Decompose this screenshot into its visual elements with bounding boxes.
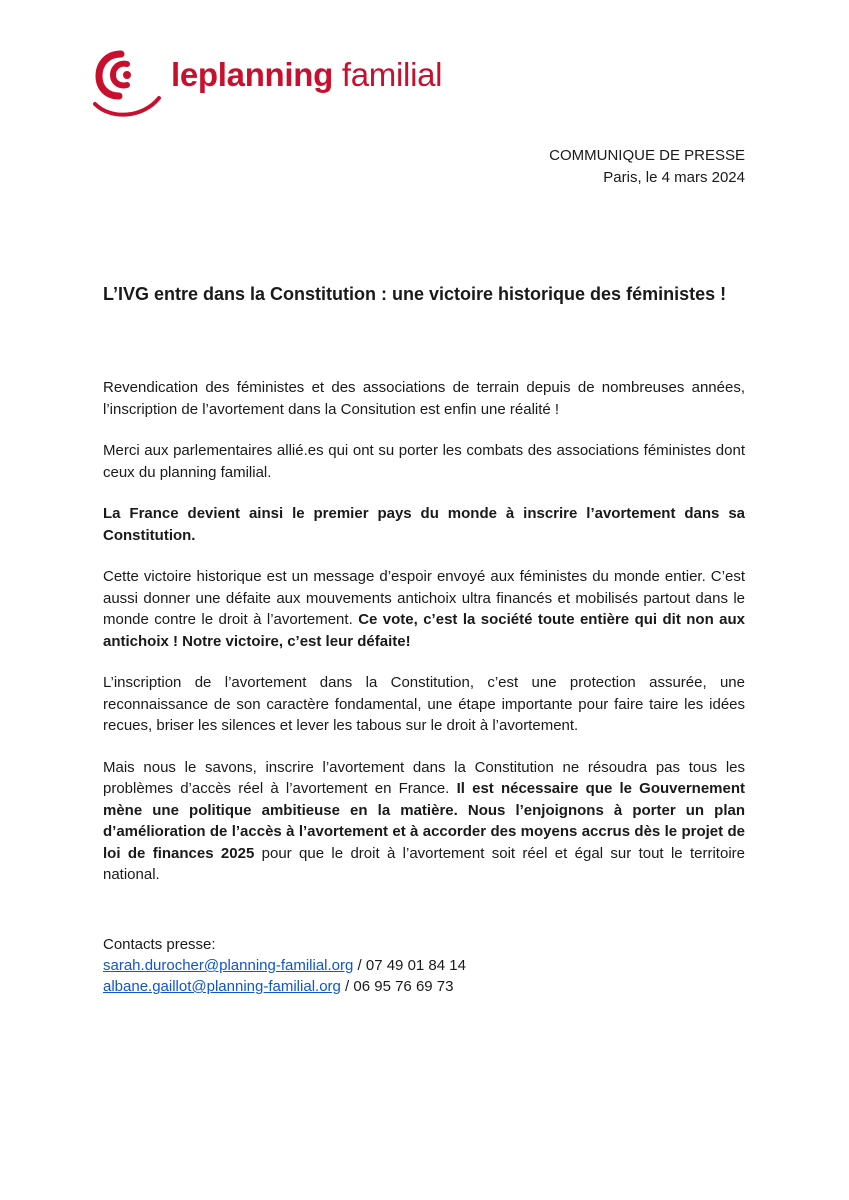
contact-phone: / 07 49 01 84 14	[357, 957, 466, 974]
contact-phone: / 06 95 76 69 73	[345, 978, 454, 995]
press-header	[549, 145, 745, 189]
paragraph-4-bold: Ce vote, c’est la société toute entière qui dit non aux antichoix ! Notre victoire, c’est leur défaite!	[103, 611, 745, 650]
paragraph-1: Revendication des féministes et des associations de terrain depuis de nombreuses années, l’inscription de l’avortement dans la Consitution est enfin une réalité !	[103, 379, 745, 418]
paragraph-3	[103, 503, 745, 546]
paragraph-4	[103, 566, 745, 652]
paragraph-6-text: Mais nous le savons, inscrire l’avortement dans la Constitution ne résoudra pas tous les problèmes d’accès réel à l’avortement en France.	[103, 758, 745, 797]
document-date: Paris, le 4 mars 2024	[603, 169, 745, 186]
paragraph-5: L’inscription de l’avortement dans la Constitution, c’est une protection assurée, une reconnaissance de son caractère fondamental, une étape importante pour faire taire les idées recues, briser les silences et lever les tabous sur le droit à l’avortement.	[103, 674, 745, 734]
logo-text	[171, 56, 442, 94]
contact-line	[103, 955, 466, 976]
logo	[93, 50, 473, 120]
logo-brand-light: familial	[341, 56, 443, 93]
paragraph-6-end: pour que le droit à l’avortement soit réel et égal sur tout le territoire national.	[103, 844, 745, 883]
paragraph-2: Merci aux parlementaires allié.es qui ont su porter les combats des associations féministes dont ceux du planning familial.	[103, 442, 745, 481]
logo-brand-bold: leplanning	[171, 56, 334, 93]
document-type: COMMUNIQUE DE PRESSE	[549, 147, 745, 164]
contact-line	[103, 976, 466, 997]
paragraph-6-bold: Il est nécessaire que le Gouvernement mène une politique ambitieuse en la matière. Nous l’enjoignons à porter un plan d’amélioration de l’accès à l’avortement et à accorder des moyens accrus dès le projet de loi de finances 2025	[103, 780, 746, 862]
planning-familial-logo-icon	[93, 50, 173, 120]
contacts-heading: Contacts presse:	[103, 936, 216, 953]
contact-email-link[interactable]: sarah.durocher@planning-familial.org	[103, 957, 354, 974]
page-title: L’IVG entre dans la Constitution : une victoire historique des féministes !	[103, 284, 727, 304]
paragraph-4-text: Cette victoire historique est un message d’espoir envoyé aux féministes du monde entier. C’est aussi donner une défaite aux mouvements antichoix ultra financés et mobilisés partout dans le monde contre le droit à l’avortement.	[103, 568, 745, 628]
paragraph-3-bold: La France devient ainsi le premier pays du monde à inscrire l’avortement dans sa Constitution.	[103, 505, 745, 544]
contact-email-link[interactable]: albane.gaillot@planning-familial.org	[103, 978, 341, 995]
press-contacts	[103, 934, 466, 997]
paragraph-6	[103, 757, 745, 886]
document-body	[103, 377, 745, 906]
